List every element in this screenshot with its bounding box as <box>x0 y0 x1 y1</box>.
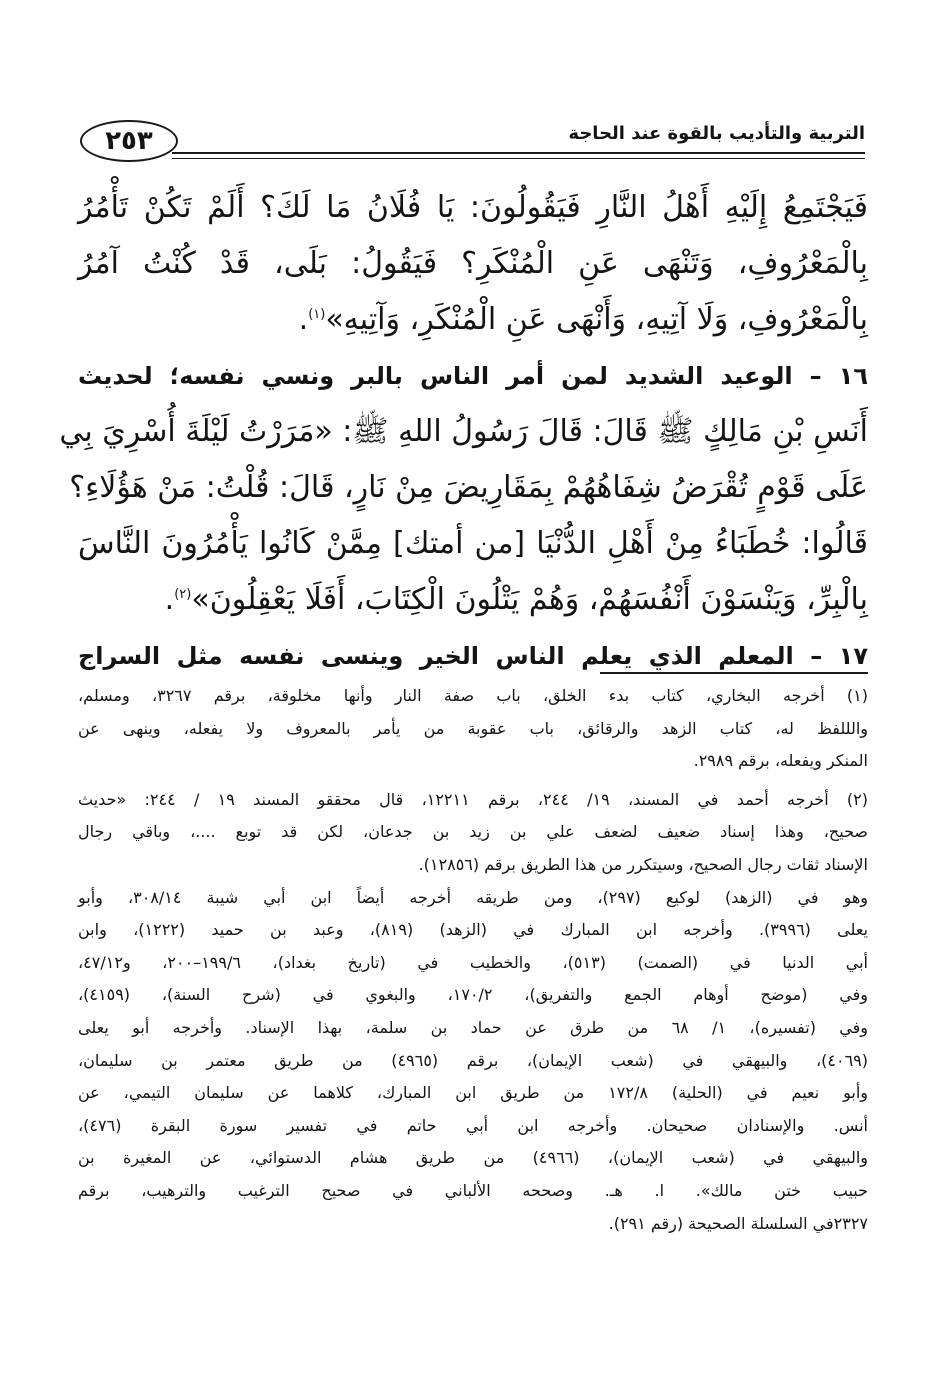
footnote-2-line: حبيب ختن مالك». ا. هـ. وصححه الألباني في صحيح الترغيب والترهيب، برقم <box>78 1180 868 1200</box>
footnote-2-line: وفي (موضح أوهام الجمع والتفريق)، ١٧٠/٢، والبغوي في (شرح السنة)، (٤١٥٩)، <box>78 985 868 1005</box>
header-rule-thin <box>172 158 865 159</box>
footnote-2-line: ٢٣٢٧في السلسلة الصحيحة (رقم ٢٩١). <box>608 1213 868 1233</box>
footnote-2-line: وفي (تفسيره)، ١/ ٦٨ من طرق عن حماد بن سلمة، بهذا الإسناد. وأخرجه أبو يعلى <box>78 1017 868 1037</box>
footnote-1-line: والللفظ له، كتاب الزهد والرقائق، باب عقوبة من يأمر بالمعروف ولا يفعله، وينهى عن <box>78 718 868 738</box>
text-line: عَلَى قَوْمٍ تُقْرَضُ شِفَاهُهُمْ بِمَقَارِيضَ مِنْ نَارٍ، قَالَ: قُلْتُ: مَنْ هَؤُلَاءِ؟ <box>69 470 868 505</box>
header-rule <box>172 152 865 154</box>
page-number: ٢٥٣ <box>105 126 153 156</box>
text-line: بِالْمَعْرُوفِ، وَتَنْهَى عَنِ الْمُنْكَرِ؟ فَيَقُولُ: بَلَى، قَدْ كُنْتُ آمُرُ <box>78 246 868 281</box>
footnote-2-line: وهو في (الزهد) لوكيع (٢٩٧)، ومن طريقه أخرجه أيضاً ابن أبي شيبة ٣٠٨/١٤، وأبو <box>78 887 869 907</box>
footnote-2-line: والبيهقي في (شعب الإيمان)، (٤٩٦٦) من طريق هشام الدستوائي، عن المغيرة بن <box>78 1148 868 1168</box>
section-heading-17: ١٧ – المعلم الذي يعلم الناس الخير وينسى نفسه مثل السراج <box>78 642 868 670</box>
footnote-2-line: (٢) أخرجه أحمد في المسند، ١٩/ ٢٤٤، برقم ١٢٢١١، قال محققو المسند ١٩ / ٢٤٤: «حديث <box>78 789 869 809</box>
text-line: بِالْبِرِّ، وَيَنْسَوْنَ أَنْفُسَهُمْ، وَهُمْ يَتْلُونَ الْكِتَابَ، أَفَلَا يَعْقِلُونَ»$^{(٢)}$. <box>164 582 868 617</box>
page-header <box>80 120 865 168</box>
text-line: فَيَجْتَمِعُ إِلَيْهِ أَهْلُ النَّارِ فَيَقُولُونَ: يَا فُلَانُ مَا لَكَ؟ أَلَمْ تَكُنْ تَأْمُرُ <box>78 190 868 225</box>
footnote-2-line: أنس. والإسنادان صحيحان. وأخرجه ابن أبي حاتم في تفسير سورة البقرة (٤٧٦)، <box>78 1115 868 1135</box>
footnote-2-line: الإسناد ثقات رجال الصحيح، وسيتكرر من هذا الطريق برقم (١٢٨٥٦). <box>418 854 868 874</box>
footnote-separator <box>600 672 868 674</box>
text-line: قَالُوا: خُطَبَاءُ مِنْ أَهْلِ الدُّنْيَا [من أمتك] مِمَّنْ كَانُوا يَأْمُرُونَ النَّاسَ <box>78 526 868 561</box>
running-title: التربية والتأديب بالقوة عند الحاجة <box>568 123 865 144</box>
footnote-1-line: المنكر ويفعله، برقم ٢٩٨٩. <box>693 751 868 771</box>
text-line: أَنَسِ بْنِ مَالِكٍ ﷺ قَالَ: قَالَ رَسُولُ اللهِ ﷺ: «مَرَرْتُ لَيْلَةَ أُسْرِيَ بِي <box>59 414 868 449</box>
end-dot: . <box>164 582 175 617</box>
footnote-2-line: أبي الدنيا في (الصمت) (٥١٣)، والخطيب في (تاريخ بغداد)، ١٩٩/٦–٢٠٠، و٤٧/١٢، <box>78 952 868 972</box>
footnote-ref-1: (١) <box>308 307 326 322</box>
section-heading-16: ١٦ – الوعيد الشديد لمن أمر الناس بالبر ونسي نفسه؛ لحديث <box>78 362 868 390</box>
main-text <box>59 180 868 684</box>
footnote-2-line: وأبو نعيم في (الحلية) ١٧٢/٨ من طريق ابن المبارك، كلاهما عن سليمان التيمي، عن <box>78 1083 869 1103</box>
footnote-2-line: (٤٠٦٩)، والبيهقي في (شعب الإيمان)، برقم (٤٩٦٥) من طريق معتمر بن سليمان، <box>78 1050 868 1070</box>
footnote-2-line: صحيح، وهذا إسناد ضعيف لضعف علي بن زيد بن جدعان، لكن قد توبع ....، وباقي رجال <box>78 822 868 842</box>
footnotes <box>78 680 868 1240</box>
text-line: بِالْمَعْرُوفِ، وَلَا آتِيهِ، وَأَنْهَى عَنِ الْمُنْكَرِ، وَآتِيهِ»$^{(١)}$. <box>298 302 868 337</box>
footnote-2-line: يعلى (٣٩٩٦). وأخرجه ابن المبارك في (الزهد) (٨١٩)، وعبد بن حميد (١٢٢٢)، وابن <box>78 920 868 940</box>
footnote-1-line: (١) أخرجه البخاري، كتاب بدء الخلق، باب صفة النار وأنها مخلوقة، برقم ٣٢٦٧، ومسلم، <box>78 686 868 705</box>
footnote-ref-2: (٢) <box>174 587 192 602</box>
end-dot: . <box>298 302 309 337</box>
